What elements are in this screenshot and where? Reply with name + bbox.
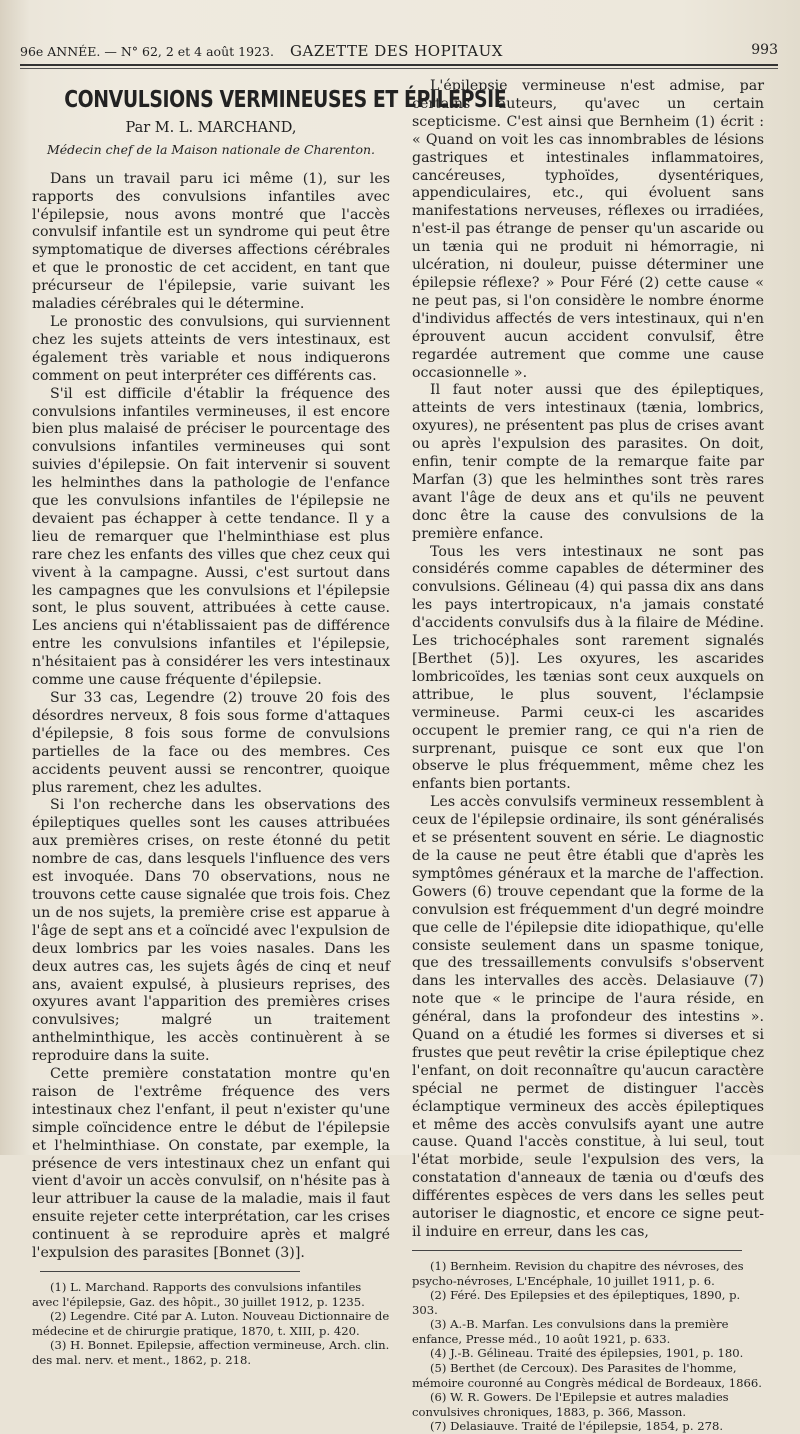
footnote: (3) A.-B. Marfan. Les convulsions dans la première enfance, Presse méd., 10 août 1921, p. 633. — [412, 1317, 729, 1346]
journal-title: GAZETTE DES HOPITAUX — [290, 42, 503, 60]
footnote-divider — [40, 1271, 300, 1272]
paragraph: Le pronostic des convulsions, qui surviennent chez les sujets atteints de vers intestinaux, est également très variable et nous indiquerons comment on peut interpréter ces différents cas. — [32, 313, 390, 384]
footnote-divider — [412, 1250, 742, 1251]
paragraph: Il faut noter aussi que des épileptiques, atteints de vers intestinaux (tænia, lombrics, oxyures), ne présentent pas plus de crises avant ou après l'expulsion des parasites. On doit, enfin, tenir compte de la remarque faite par Marfan (3) que les helminthes sont très rares avant l'âge de deux ans et qu'ils ne peuvent donc être la cause des convulsions de la première enfance. — [412, 382, 764, 542]
footnote: (7) Delasiauve. Traité de l'épilepsie, 1854, p. 278. — [430, 1419, 724, 1434]
paragraph: L'épilepsie vermineuse n'est admise, par certains auteurs, qu'avec un certain scepticisme. C'est ainsi que Bernheim (1) écrit : « Quand on voit les cas innombrables de lésions gastriques et intestinales inflammatoires, cancéreuses, typhoïdes, dysentériques, appendiculaires, etc., qui évoluent sans manifestations nerveuses, réflexes ou irradiées, n'est-il pas étrange de penser qu'un ascaride ou un tænia qui ne produit ni hémorragie, ni ulcération, ni douleur, puisse déterminer une épilepsie réflexe? » Pour Féré (2) cette cause « ne peut pas, si l'on considère le nombre énorme d'individus affectés de vers intestinaux, qui n'en éprouvent aucun accident convulsif, être regardée autrement que comme une cause occasionnelle ». — [412, 78, 764, 381]
header-rule-thin — [20, 68, 778, 69]
article-title: CONVULSIONS VERMINEUSES ET ÉPILEPSIE — [64, 87, 507, 113]
footnote: (2) Féré. Des Epilepsies et des épileptiques, 1890, p. 303. — [412, 1288, 741, 1317]
page-number: 993 — [751, 42, 778, 58]
footnote: (3) H. Bonnet. Epilepsie, affection vermineuse, Arch. clin. des mal. nerv. et ment., 1862, p. 218. — [32, 1338, 390, 1367]
author-affiliation: Médecin chef de la Maison nationale de Charenton. — [46, 141, 376, 157]
footnote: (5) Berthet (de Cercoux). Des Parasites de l'homme, mémoire couronné au Congrès médical de Bordeaux, 1866. — [412, 1361, 762, 1390]
footnote: (1) Bernheim. Revision du chapitre des névroses, des psycho-névroses, L'Encéphale, 10 juillet 1911, p. 6. — [412, 1258, 744, 1288]
page-header — [20, 40, 778, 64]
paragraph: Sur 33 cas, Legendre (2) trouve 20 fois des désordres nerveux, 8 fois sous forme d'attaques d'épilepsie, 8 fois sous forme de convulsions partielles de la face ou des membres. Ces accidents peuvent aussi se rencontrer, quoique plus rarement, chez les adultes. — [32, 690, 390, 796]
footnote: (4) J.-B. Gélineau. Traité des épilepsies, 1901, p. 180. — [430, 1346, 744, 1361]
paragraph: Les accès convulsifs vermineux ressemblent à ceux de l'épilepsie ordinaire, ils sont généralisés et se présentent souvent en série. Le diagnostic de la cause ne peut être établi que d'après les symptômes généraux et la marche de l'affection. Gowers (6) trouve cependant que la forme de la convulsion est fréquemment d'un degré moindre que celle de l'épilepsie dite idiopathique, qu'elle consiste seulement dans un spasme tonique, que des tressaillements convulsifs s'observent dans les intervalles des accès. Delasiauve (7) note que « le principe de l'aura réside, en général, dans la profondeur des intestins ». Quand on a étudié les formes si diverses et si frustes que peut revêtir la crise épileptique chez l'enfant, on doit reconnaître qu'aucun caractère spécial ne permet de distinguer l'accès éclamptique vermineux des accès épileptiques et même des accès convulsifs ayant une autre cause. Quand l'accès constitue, à lui seul, tout l'état morbide, seule l'expulsion des vers, la constatation d'anneaux de tænia ou d'œufs des différentes espèces de vers dans les selles peut autoriser le diagnostic, et encore ce signe peut-il induire en erreur, dans les cas, — [412, 794, 764, 1240]
paragraph: Dans un travail paru ici même (1), sur les rapports des convulsions infantiles avec l'épilepsie, nous avons montré que l'accès convulsif infantile est un syndrome qui peut être symptomatique de diverses affections cérébrales et que le pronostic de cet accident, en tant que précurseur de l'épilepsie, varie suivant les maladies cérébrales qui le détermine. — [32, 170, 390, 313]
article-author: Par M. L. MARCHAND, — [125, 119, 297, 136]
issue-info: 96e ANNÉE. — N° 62, 2 et 4 août 1923. — [20, 44, 274, 59]
paragraph: Si l'on recherche dans les observations des épileptiques quelles sont les causes attribuées aux premières crises, on reste étonné du petit nombre de cas, dans lesquels l'influence des vers est invoquée. Dans 70 observations, nous ne trouvons cette cause signalée que trois fois. Chez un de nos sujets, la première crise est apparue à l'âge de sept ans et a coïncidé avec l'expulsion de deux lombrics par les voies nasales. Dans les deux autres cas, les sujets âgés de cinq et neuf ans, avaient expulsé, à plusieurs reprises, des oxyures avant l'apparition des premières crises convulsives; malgré un traitement anthelminthique, les accès continuèrent à se reproduire dans la suite. — [32, 797, 390, 1065]
paragraph: S'il est difficile d'établir la fréquence des convulsions infantiles vermineuses, il est encore bien plus malaisé de préciser le pourcentage des convulsions infantiles vermineuses qui sont suivies d'épilepsie. On fait intervenir si souvent les helminthes dans la pathologie de l'enfance que les convulsions infantiles de l'épilepsie ne devaient pas échapper à cette tendance. Il y a lieu de remarquer que l'helminthiase est plus rare chez les enfants des villes que chez ceux qui vivent à la campagne. Aussi, c'est surtout dans les campagnes que les convulsions et l'épilepsie sont, le plus souvent, attribuées à cette cause. Les anciens qui n'établissaient pas de différence entre les convulsions infantiles et l'épilepsie, n'hésitaient pas à considérer les vers intestinaux comme une cause fréquente d'épilepsie. — [32, 385, 390, 689]
header-rule — [20, 64, 778, 66]
footnote: (2) Legendre. Cité par A. Luton. Nouveau Dictionnaire de médecine et de chirurgie pratique, 1870, t. XIII, p. 420. — [32, 1309, 390, 1338]
paragraph: Tous les vers intestinaux ne sont pas considérés comme capables de déterminer des convulsions. Gélineau (4) qui passa dix ans dans les pays intertropicaux, n'a jamais constaté d'accidents convulsifs dus à la filaire de Médine. Les trichocéphales sont rarement signalés [Berthet (5)]. Les oxyures, les ascarides lombricoïdes, les tænias sont ceux auxquels on attribue, le plus souvent, l'éclampsie vermineuse. Parmi ceux-ci les ascarides occupent le premier rang, ce qui n'a rien de surprenant, puisque ce sont eux que l'on observe le plus fréquemment, même chez les enfants bien portants. — [412, 543, 764, 793]
paragraph: Cette première constatation montre qu'en raison de l'extrême fréquence des vers intestinaux chez l'enfant, il peut n'exister qu'une simple coïncidence entre le début de l'épilepsie et l'helminthiase. On constate, par exemple, la présence de vers intestinaux chez un enfant qui vient d'avoir un accès convulsif, on n'hésite pas à leur attribuer la cause de la maladie, mais il faut ensuite rejeter cette interprétation, car les crises continuent à se reproduire après et malgré l'expulsion des parasites [Bonnet (3)]. — [32, 1066, 390, 1262]
right-column — [412, 78, 764, 1434]
footnote: (1) L. Marchand. Rapports des convulsions infantiles avec l'épilepsie, Gaz. des hôpit., 30 juillet 1912, p. 1235. — [32, 1280, 365, 1309]
left-column — [32, 78, 507, 1368]
footnote: (6) W. R. Gowers. De l'Epilepsie et autres maladies convulsives chroniques, 1883, p. 366, Masson. — [412, 1390, 729, 1419]
